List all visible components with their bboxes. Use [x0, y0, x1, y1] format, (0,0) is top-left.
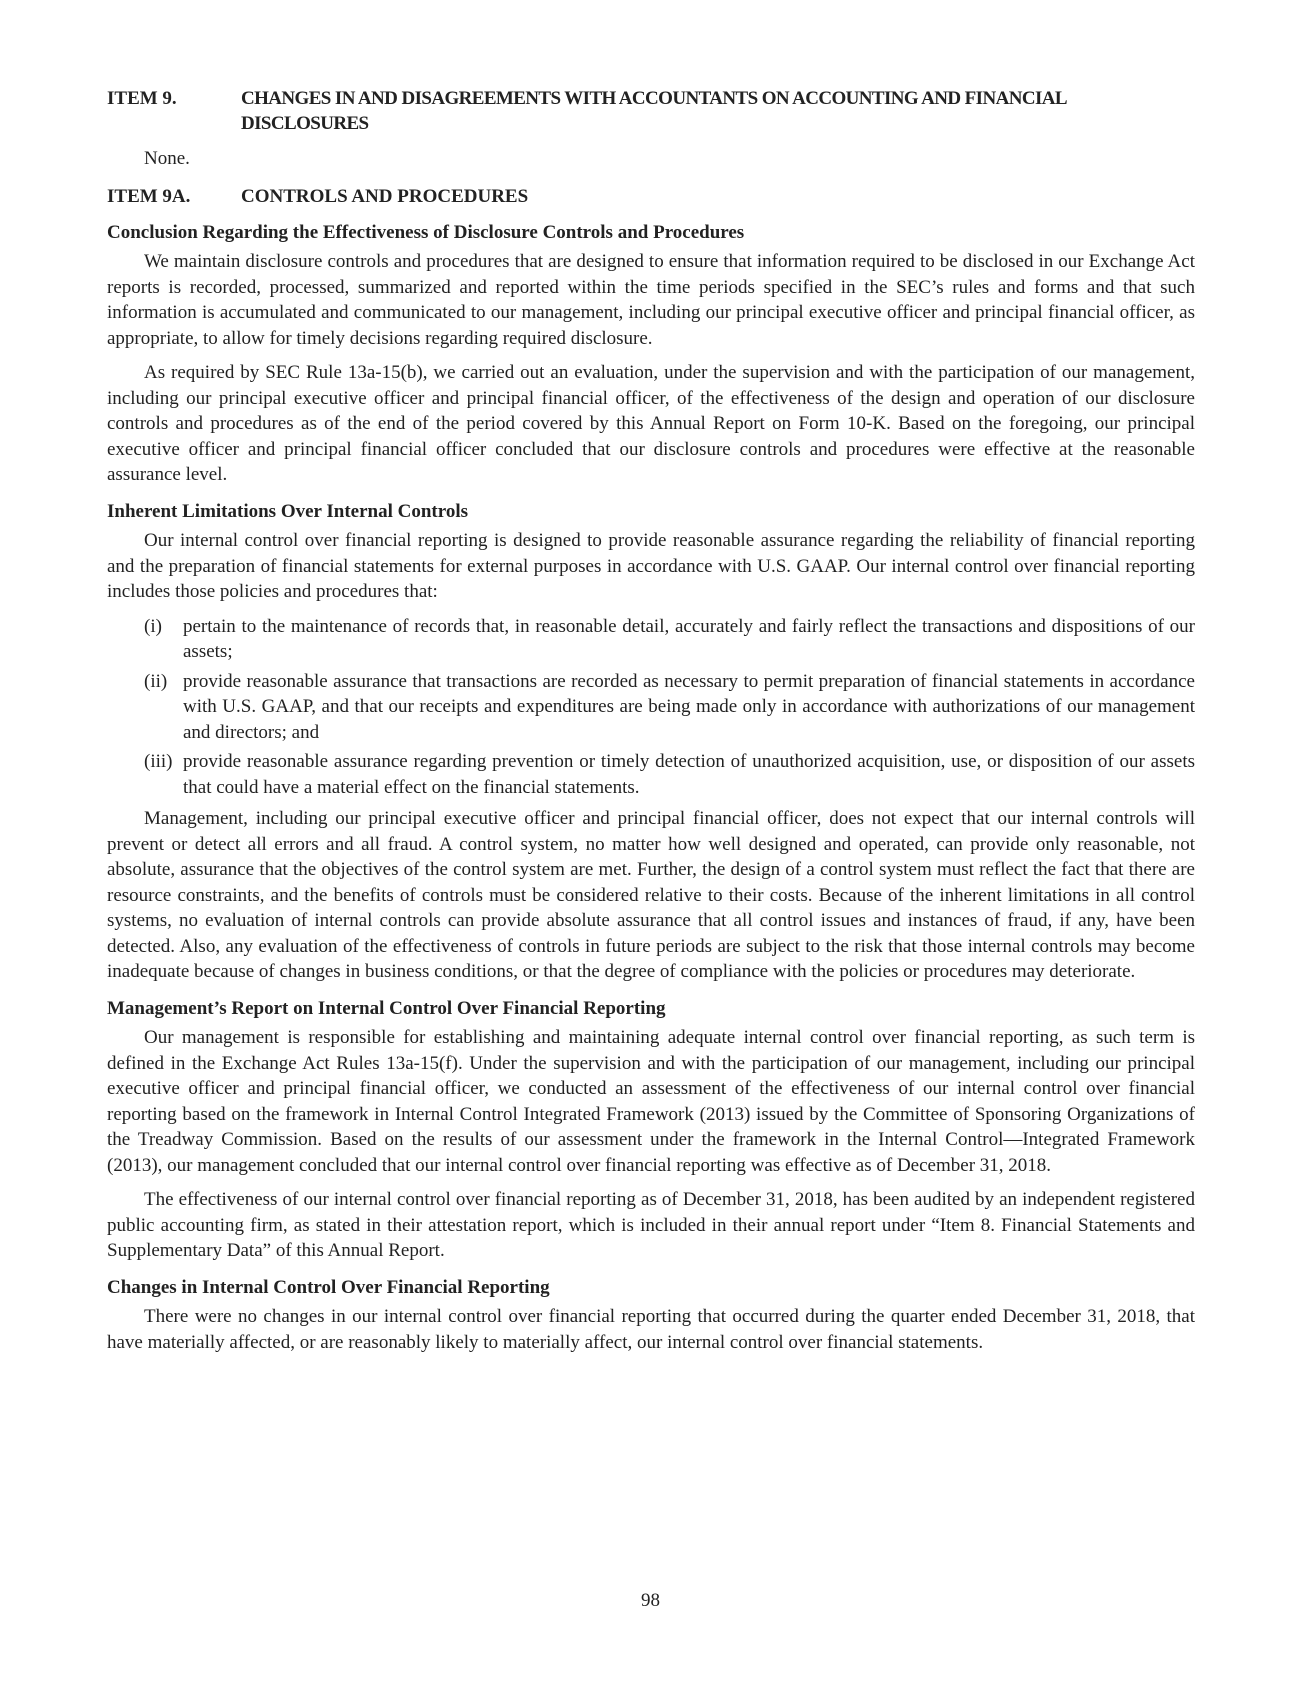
report-heading: Management’s Report on Internal Control Over Financial Reporting [107, 997, 666, 1019]
item-9-body: None. [144, 148, 190, 169]
item-9a-title: CONTROLS AND PROCEDURES [241, 185, 529, 207]
conclusion-heading: Conclusion Regarding the Effectiveness of Disclosure Controls and Procedures [107, 221, 745, 243]
page-number: 98 [641, 1590, 660, 1611]
list-item [107, 669, 1195, 746]
report-paragraph-1: Our management is responsible for establishing and maintaining adequate internal control over financial reporting, as such term is defined in the Exchange Act Rules 13a-15(f). Under the supervision and with the participation of our management, including our principal executive officer and principal financial officer, we conducted an assessment of the effectiveness of our internal control over financial reporting based on the framework in Internal Control Integrated Framework (2013) issued by the Committee of Sponsoring Organizations of the Treadway Commission. Based on the results of our assessment under the framework in the Internal Control—Integrated Framework (2013), our management concluded that our internal control over financial reporting was effective as of December 31, 2018. [107, 1027, 1195, 1176]
list-item-marker: (i) [144, 615, 162, 637]
item-9a-number: ITEM 9A. [107, 185, 191, 207]
list-item-text: provide reasonable assurance that transactions are recorded as necessary to permit preparation of financial statements in accordance with U.S. GAAP, and that our receipts and expenditures are being made only in accordance with authorizations of our management and directors; and [183, 670, 1195, 743]
list-item-marker: (iii) [144, 751, 173, 772]
limitations-paragraph-2: Management, including our principal executive officer and principal financial officer, does not expect that our internal controls will prevent or detect all errors and all fraud. A control system, no matter how well designed and operated, can provide only reasonable, not absolute, assurance that the objectives of the control system are met. Further, the design of a control system must reflect the fact that there are resource constraints, and the benefits of controls must be considered relative to their costs. Because of the inherent limitations in all control systems, no evaluation of internal controls can provide absolute assurance that all control issues and instances of fraud, if any, have been detected. Also, any evaluation of the effectiveness of controls in future periods are subject to the risk that those internal controls may become inadequate because of changes in business conditions, or that the degree of compliance with the policies or procedures may deteriorate. [107, 808, 1195, 982]
list-item [107, 749, 1195, 800]
conclusion-paragraph-2: As required by SEC Rule 13a-15(b), we carried out an evaluation, under the supervision and with the participation of our management, including our principal executive officer and principal financial officer, of the effectiveness of the design and operation of our disclosure controls and procedures as of the end of the period covered by this Annual Report on Form 10-K. Based on the foregoing, our principal executive officer and principal financial officer concluded that our disclosure controls and procedures were effective at the reasonable assurance level. [107, 362, 1195, 485]
document-page [107, 86, 1195, 1364]
limitations-paragraph-1: Our internal control over financial reporting is designed to provide reasonable assurance regarding the reliability of financial reporting and the preparation of financial statements for external purposes in accordance with U.S. GAAP. Our internal control over financial reporting includes those policies and procedures that: [107, 530, 1195, 602]
item-9-number: ITEM 9. [107, 88, 177, 109]
list-item-marker: (ii) [144, 670, 168, 692]
changes-paragraph-1: There were no changes in our internal control over financial reporting that occurred during the quarter ended December 31, 2018, that have materially affected, or are reasonably likely to materially affect, our internal control over financial statements. [107, 1306, 1195, 1353]
changes-heading: Changes in Internal Control Over Financial Reporting [107, 1276, 550, 1298]
list-item-text: provide reasonable assurance regarding prevention or timely detection of unauthorized acquisition, use, or disposition of our assets that could have a material effect on the financial statements. [183, 751, 1195, 798]
limitations-list [107, 614, 1195, 801]
list-item [107, 614, 1195, 665]
item-9-heading [107, 86, 1195, 136]
report-paragraph-2: The effectiveness of our internal control over financial reporting as of December 31, 2018, has been audited by an independent registered public accounting firm, as stated in their attestation report, which is included in their annual report under “Item 8. Financial Statements and Supplementary Data” of this Annual Report. [107, 1189, 1195, 1261]
conclusion-paragraph-1: We maintain disclosure controls and procedures that are designed to ensure that information required to be disclosed in our Exchange Act reports is recorded, processed, summarized and reported within the time periods specified in the SEC’s rules and forms and that such information is accumulated and communicated to our management, including our principal executive officer and principal financial officer, as appropriate, to allow for timely decisions regarding required disclosure. [107, 251, 1195, 349]
limitations-heading: Inherent Limitations Over Internal Controls [107, 500, 469, 522]
list-item-text: pertain to the maintenance of records that, in reasonable detail, accurately and fairly reflect the transactions and dispositions of our assets; [183, 615, 1195, 662]
item-9-title: CHANGES IN AND DISAGREEMENTS WITH ACCOUNTANTS ON ACCOUNTING AND FINANCIAL DISCLOSURES [241, 88, 1066, 134]
item-9a-heading [107, 184, 1195, 209]
